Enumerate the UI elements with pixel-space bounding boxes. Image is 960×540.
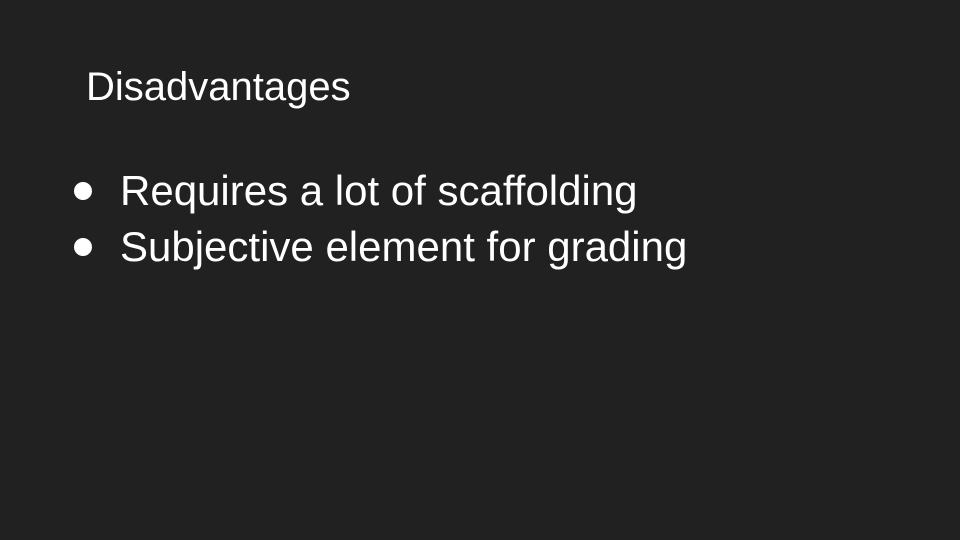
bullet-item bbox=[74, 219, 687, 275]
slide-title: Disadvantages bbox=[86, 65, 351, 109]
bullet-icon bbox=[74, 182, 92, 200]
bullet-item bbox=[74, 163, 687, 219]
bullet-text: Requires a lot of scaffolding bbox=[120, 167, 638, 214]
bullet-text: Subjective element for grading bbox=[120, 223, 688, 270]
bullet-icon bbox=[74, 238, 92, 256]
bullet-list bbox=[74, 163, 687, 275]
